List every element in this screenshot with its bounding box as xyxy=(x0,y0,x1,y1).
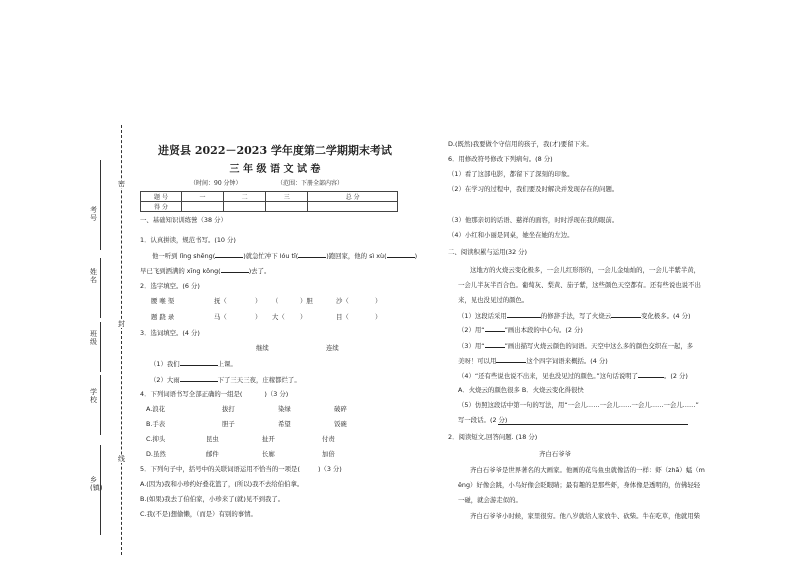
r-question-2 xyxy=(458,326,583,334)
word: C.抑头 xyxy=(146,435,166,443)
answer-blank[interactable] xyxy=(496,356,526,363)
q2-row2-item: ） xyxy=(300,313,307,321)
r-question-5: （5）仿照这段话中第一句的写法，用“一会儿……一会儿……一会儿……一会儿……” xyxy=(458,401,699,409)
r3-d: 这个四字词语来概括。(4 分) xyxy=(526,357,608,365)
word: 长廊 xyxy=(262,450,275,458)
passage-line: 来，见也没见过的颜色。 xyxy=(458,296,529,304)
r-question-5b xyxy=(458,416,507,424)
word: 破碎 xyxy=(334,405,347,413)
word: D.虽然 xyxy=(146,450,166,458)
score-table xyxy=(140,191,398,212)
section2-heading: 二、阅读积累与运用(32 分) xyxy=(448,248,528,256)
q6-sentence-3: （3）他那亲切的话语、慈祥的面容，时时浮现在我的眼前。 xyxy=(448,216,619,224)
seal-char-mi: 密 xyxy=(118,180,125,188)
r-question-1 xyxy=(458,311,691,320)
wavy-line-mark xyxy=(485,341,505,348)
field-xuexiao[interactable] xyxy=(100,375,101,435)
q2-row1-chars: 腰 喉 渠 xyxy=(151,297,175,305)
q3-s1-start: （1）我们 xyxy=(150,360,180,368)
field-kaohao[interactable] xyxy=(100,160,101,250)
q3-s1-end: 上课。 xyxy=(217,360,237,368)
score-header-cell: 题 号 xyxy=(141,192,182,202)
straight-line-mark xyxy=(485,326,505,332)
word: B.手表 xyxy=(146,420,166,428)
q5-text xyxy=(140,465,342,473)
q1-part-d: ) xyxy=(414,252,418,260)
exam-time: （时间：90 分钟） xyxy=(190,180,242,187)
score-cell[interactable] xyxy=(266,202,308,212)
r4-start: （4）“还有些说也说不出来，见也没见过的颜色。”这句话说明了 xyxy=(458,372,639,380)
q4-option-a[interactable] xyxy=(146,405,347,413)
q6-text: 6．用修改符号修改下列病句。(8 分) xyxy=(448,155,553,163)
q4-option-d[interactable] xyxy=(146,450,335,458)
word: 扯开 xyxy=(262,435,275,443)
r3-c: 美呀！可以用 xyxy=(458,357,497,365)
q5-option-c[interactable]: C.我(不是)想偷懒，（而是）有别的事情。 xyxy=(140,510,257,518)
q3-text: 3．选词填空。(4 分) xyxy=(140,329,200,337)
q3-s2-end: 下了三天三夜，庄稼都烂了。 xyxy=(217,376,301,384)
r1-mid: 的修辞手法，写了火烧云 xyxy=(540,312,612,320)
answer-blank[interactable] xyxy=(221,266,249,273)
word: A.浪花 xyxy=(146,405,166,413)
score-header-cell: 总 分 xyxy=(308,192,398,202)
r-question-3 xyxy=(458,341,693,350)
answer-blank[interactable] xyxy=(507,311,541,318)
score-cell[interactable] xyxy=(224,202,266,212)
r-question-4 xyxy=(458,371,688,380)
seal-char-feng: 封 xyxy=(118,320,125,328)
seal-char-xian: 线 xyxy=(118,455,125,463)
answer-blank[interactable] xyxy=(638,371,664,378)
q2-row1-item: ）胆 xyxy=(300,297,313,305)
word: 胆子 xyxy=(222,420,235,428)
q5-option-d[interactable]: D.(既然)我要做个守信用的孩子，我(才)要留下来。 xyxy=(448,140,593,148)
q2-row2-chars: 题 跷 录 xyxy=(151,313,175,321)
story-line: 齐白石爷爷小时候，家里很穷。他八岁就给人家放牛、砍柴。牛在吃草，他就用柴 xyxy=(470,512,701,520)
answer-blank[interactable] xyxy=(387,251,415,258)
q2-row2-item: ） xyxy=(375,313,382,321)
q2-row1-item: 沙（ xyxy=(336,297,349,305)
q4-option-c[interactable] xyxy=(146,435,335,443)
answer-blank[interactable] xyxy=(611,311,641,318)
q3-sentence-2 xyxy=(150,375,301,384)
word: 昆虫 xyxy=(206,435,219,443)
q1-line1 xyxy=(152,251,417,260)
score-header-cell: 一 xyxy=(182,192,224,202)
q5-option-b[interactable]: B.(如果)我去了伯伯家，小珍来了(就)见不到我了。 xyxy=(140,495,285,503)
binding-line xyxy=(121,125,122,555)
score-cell[interactable] xyxy=(308,202,398,212)
q4-text xyxy=(140,390,288,398)
q2-row1-item: ） xyxy=(255,297,262,305)
r4-options[interactable]: A．火烧云的颜色很多 B．火烧云变化得很快 xyxy=(458,386,584,394)
q5-score: )（3 分) xyxy=(317,465,342,473)
q1-line2 xyxy=(140,266,270,275)
field-xiangzhen[interactable] xyxy=(100,445,101,535)
field-xingming[interactable] xyxy=(100,258,101,318)
q1-part-c: )跑回家，他的 sì xù( xyxy=(326,252,387,260)
q3-word: 连续 xyxy=(326,344,339,352)
q1-part-f: )去了。 xyxy=(248,267,271,275)
q6-sentence-4: （4）小红和小丽是同桌，她坐在她的左边。 xyxy=(448,231,574,239)
word: 邮件 xyxy=(206,450,219,458)
reading-2-heading: 2．阅读短文,回答问题. (18 分) xyxy=(448,433,538,441)
score-row-label: 得 分 xyxy=(141,202,182,212)
q6-sentence-1: （1）看了这部电影，都留下了深刻的印象。 xyxy=(448,170,574,178)
exam-title: 进贤县 2022－2023 学年度第二学期期末考试 xyxy=(158,144,392,157)
r2-end: ”画出本段的中心句。(2 分) xyxy=(504,326,583,334)
story-line: 齐白石爷爷是世界著名的大画家。他画的花鸟鱼虫就像活的一样：虾（zhā）蜢（m xyxy=(470,466,705,474)
q5-stem: 5．下列句子中，括号中的关联词语运用不恰当的一项是( xyxy=(140,465,300,473)
r3-start: （3）用“ xyxy=(458,342,485,350)
score-header-cell: 三 xyxy=(266,192,308,202)
exam-subtitle: 三 年 级 语 文 试 卷 xyxy=(229,164,321,175)
word: 饭碗 xyxy=(334,420,347,428)
answer-blank[interactable] xyxy=(180,359,218,366)
r3-end: ”画出描写火烧云颜色的词语。天空中这么多的颜色交织在一起，多 xyxy=(504,342,694,350)
r1-start: （1）这段话采用 xyxy=(458,312,507,320)
q2-row1-item: ） xyxy=(375,297,382,305)
label-xingming: 姓名 xyxy=(90,268,97,284)
q1-part-b: )就急忙冲下 lóu tī( xyxy=(243,252,299,260)
q1-text: 1．认真拼读，规范书写。(10 分) xyxy=(140,236,236,244)
q3-word: 继续 xyxy=(256,344,269,352)
q2-row2-item: 目（ xyxy=(336,313,349,321)
q1-part-a: 他一听到 lǐng shēng( xyxy=(152,252,216,260)
exam-scope: （范围：下册全部内容） xyxy=(277,180,344,187)
q2-row2-item: 马（ xyxy=(214,313,227,321)
q4-score: )（3 分) xyxy=(264,390,289,398)
q4-option-b[interactable] xyxy=(146,420,347,428)
q2-row2-item: 大（ xyxy=(272,313,285,321)
story-title: 齐白石爷爷 xyxy=(539,450,571,458)
score-header-cell: 二 xyxy=(224,192,266,202)
r-question-3b xyxy=(458,356,608,365)
word: 染绿 xyxy=(278,405,291,413)
q4-stem: 4．下列词语书写全部正确的一组是( xyxy=(140,390,243,398)
q3-sentence-1 xyxy=(150,359,237,368)
story-line: 一碰，就会游走似的。 xyxy=(458,496,522,504)
section1-heading: 一、基础知识训练營（38 分） xyxy=(140,216,227,224)
r2-start: （2）用“ xyxy=(458,326,485,334)
r4-end: 。(2 分) xyxy=(664,372,688,380)
answer-line[interactable] xyxy=(498,424,688,425)
q6-sentence-2: （2）在学习的过程中，我们要及时解决并发现存在的问题。 xyxy=(448,185,619,193)
answer-blank[interactable] xyxy=(298,251,326,258)
q2-text: 2．选字填空。(6 分) xyxy=(140,282,200,290)
r1-end: 变化极多。(4 分) xyxy=(641,312,691,320)
label-xiangzhen: 乡(镇) xyxy=(90,476,103,492)
passage-line: 这地方的火烧云变化极多，一会儿红形形的，一会儿金灿灿的，一会儿半紫半黄， xyxy=(470,266,701,274)
story-line: ěng）好像会跳，小鸟好像会眨眼睛；最有趣的是那些虾，身体像是透明的，仿佛轻轻 xyxy=(458,481,701,489)
label-kaohao: 考号 xyxy=(90,206,97,222)
q2-row1-item: （ xyxy=(272,297,279,305)
answer-blank[interactable] xyxy=(215,251,243,258)
score-cell[interactable] xyxy=(182,202,224,212)
q1-part-e: 早已飞到洒满的 xīng kōng( xyxy=(140,267,221,275)
word: 拔打 xyxy=(222,405,235,413)
field-banji[interactable] xyxy=(100,322,101,372)
q5-option-a[interactable]: A.(因为)我和小珍约好叠花篮了，(所以)我不去给伯伯拿。 xyxy=(140,480,304,488)
word: 付责 xyxy=(322,435,335,443)
word: 加倍 xyxy=(322,450,335,458)
word: 希望 xyxy=(278,420,291,428)
passage-line: 一会儿半灰半百合色。葡萄灰、梨黄、茄子紫，这些颜色天空都有。还有些说也说不出 xyxy=(458,281,701,289)
r5-end: 写一段话。(2 分) xyxy=(458,416,508,424)
q2-row2-item: ） xyxy=(255,313,262,321)
label-banji: 班级 xyxy=(90,330,97,346)
answer-blank[interactable] xyxy=(180,375,218,382)
q3-s2-start: （2）大雨 xyxy=(150,376,180,384)
q2-row1-item: 抚（ xyxy=(214,297,227,305)
label-xuexiao: 学校 xyxy=(90,388,97,404)
